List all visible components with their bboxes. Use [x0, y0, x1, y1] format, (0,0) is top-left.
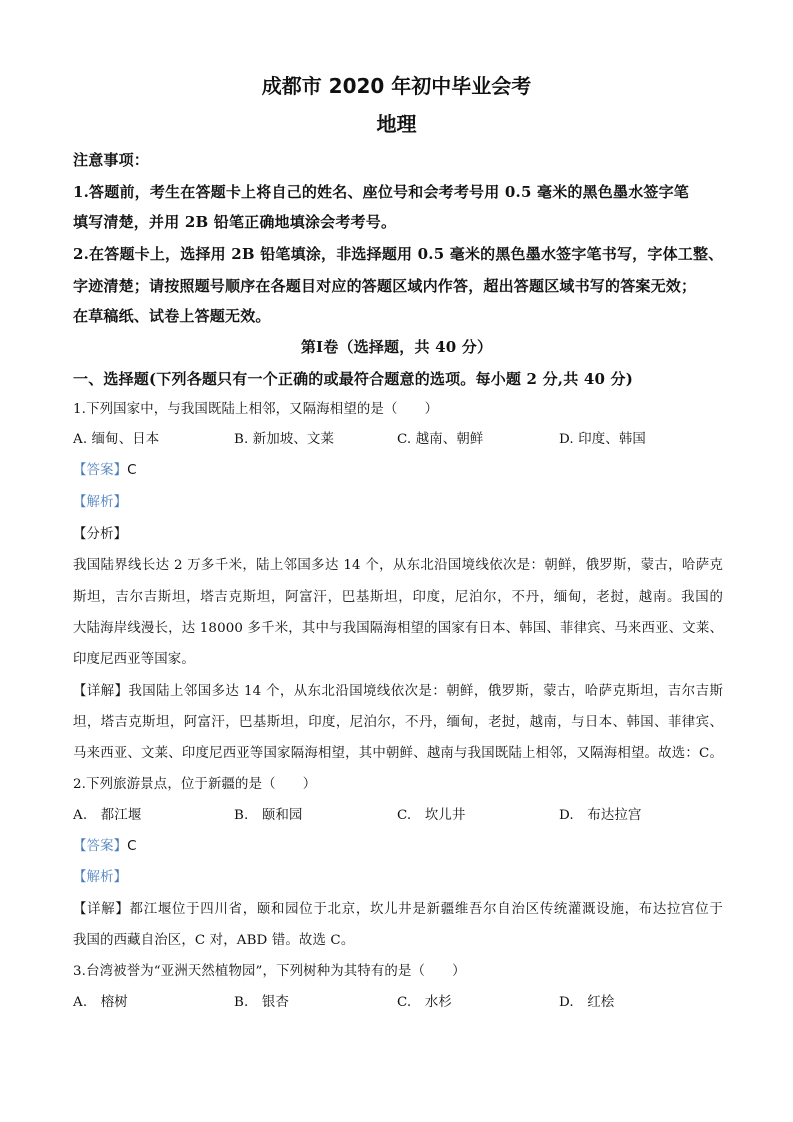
option-b: B. 颐和园	[234, 808, 303, 823]
question-2-stem: 2.下列旅游景点，位于新疆的是（ ）	[73, 777, 317, 792]
detail-text: 都江堰位于四川省，颐和园位于北京，坎儿井是新疆维吾尔自治区传统灌溉设施，布达拉宫位于	[129, 902, 723, 917]
question-1-fenxi-heading	[73, 525, 723, 545]
option-a: A. 榕树	[73, 995, 128, 1010]
question-1-detail-line-2: 坦，塔吉克斯坦，阿富汗，巴基斯坦，印度，尼泊尔，不丹，缅甸，老挝，越南，与日本、韩国、菲律宾、	[73, 715, 723, 730]
option-d: D. 布达拉宫	[559, 808, 642, 823]
answer-label: 【答案】	[73, 839, 128, 854]
exam-title: 成都市 2020 年初中毕业会考	[261, 74, 532, 98]
notice-line-2: 填写清楚，并用 2B 铅笔正确地填涂会考考号。	[73, 213, 397, 231]
question-1-fenxi-line-4: 印度尼西亚等国家。	[73, 652, 195, 667]
option-c: C. 越南、朝鲜	[397, 432, 484, 447]
analysis-label: 【解析】	[73, 495, 128, 510]
question-1-stem: 1.下列国家中，与我国既陆上相邻，又隔海相望的是（ ）	[73, 402, 439, 417]
answer-value: C	[127, 463, 137, 478]
notice-heading: 注意事项：	[73, 151, 150, 169]
answer-value: C	[127, 839, 137, 854]
part-title: 一、选择题(下列各题只有一个正确的或最符合题意的选项。每小题 2 分,共 40 分)	[73, 370, 634, 388]
option-a: A. 都江堰	[73, 808, 142, 823]
question-1-fenxi-line-3: 大陆海岸线漫长，达 18000 多千米，其中与我国隔海相望的国家有日本、韩国、菲律宾、马来西亚、文莱、	[73, 621, 723, 636]
question-3-stem: 3.台湾被誉为“亚洲天然植物园”，下列树种为其特有的是（ ）	[73, 964, 466, 979]
notice-line-3: 2.在答题卡上，选择用 2B 铅笔填涂，非选择题用 0.5 毫米的黑色墨水签字笔书写，字体工整、	[73, 245, 724, 263]
option-b: B. 银杏	[234, 995, 290, 1010]
subject-title: 地理	[376, 112, 417, 136]
detail-text: 我国陆上邻国多达 14 个，从东北沿国境线依次是：朝鲜，俄罗斯，蒙古，哈萨克斯坦，吉尔吉斯	[128, 684, 723, 699]
option-c: C. 水杉	[397, 995, 452, 1010]
question-2-detail-line-2: 我国的西藏自治区，C 对，ABD 错。故选 C。	[73, 933, 355, 948]
option-d: D. 红桧	[559, 995, 615, 1010]
question-1-detail-line-3: 马来西亚、文莱、印度尼西亚等国家隔海相望，其中朝鲜、越南与我国既陆上相邻，又隔海相望。故选：C。	[73, 746, 723, 761]
question-1-answer	[73, 461, 723, 481]
question-2-detail-line-1	[73, 900, 723, 920]
option-c: C. 坎儿井	[397, 808, 466, 823]
notice-line-4: 字迹清楚；请按照题号顺序在各题目对应的答题区域内作答，超出答题区域书写的答案无效；	[73, 277, 697, 295]
question-2-answer	[73, 837, 723, 857]
question-1-fenxi-line-2: 斯坦，吉尔吉斯坦，塔吉克斯坦，阿富汗，巴基斯坦，印度，尼泊尔，不丹，缅甸，老挝，越南。我国的	[73, 590, 723, 605]
option-b: B. 新加坡、文莱	[234, 432, 335, 447]
question-2-analysis	[73, 868, 723, 888]
fenxi-label: 【分析】	[73, 527, 128, 542]
detail-label: 【详解】	[73, 902, 130, 917]
option-a: A. 缅甸、日本	[73, 432, 160, 447]
notice-line-1: 1.答题前，考生在答题卡上将自己的姓名、座位号和会考考号用 0.5 毫米的黑色墨水签字笔	[73, 183, 690, 201]
analysis-label: 【解析】	[73, 870, 128, 885]
volume-title: 第Ⅰ卷（选择题，共 40 分）	[300, 338, 493, 356]
option-d: D. 印度、韩国	[559, 432, 646, 447]
notice-line-5: 在草稿纸、试卷上答题无效。	[73, 307, 271, 325]
question-1-detail-line-1	[73, 682, 723, 702]
question-1-fenxi-line-1: 我国陆界线长达 2 万多千米，陆上邻国多达 14 个，从东北沿国境线依次是：朝鲜，俄罗斯，蒙古，哈萨克	[73, 558, 723, 573]
detail-label: 【详解】	[73, 684, 129, 699]
question-1-analysis	[73, 493, 723, 513]
answer-label: 【答案】	[73, 463, 128, 478]
